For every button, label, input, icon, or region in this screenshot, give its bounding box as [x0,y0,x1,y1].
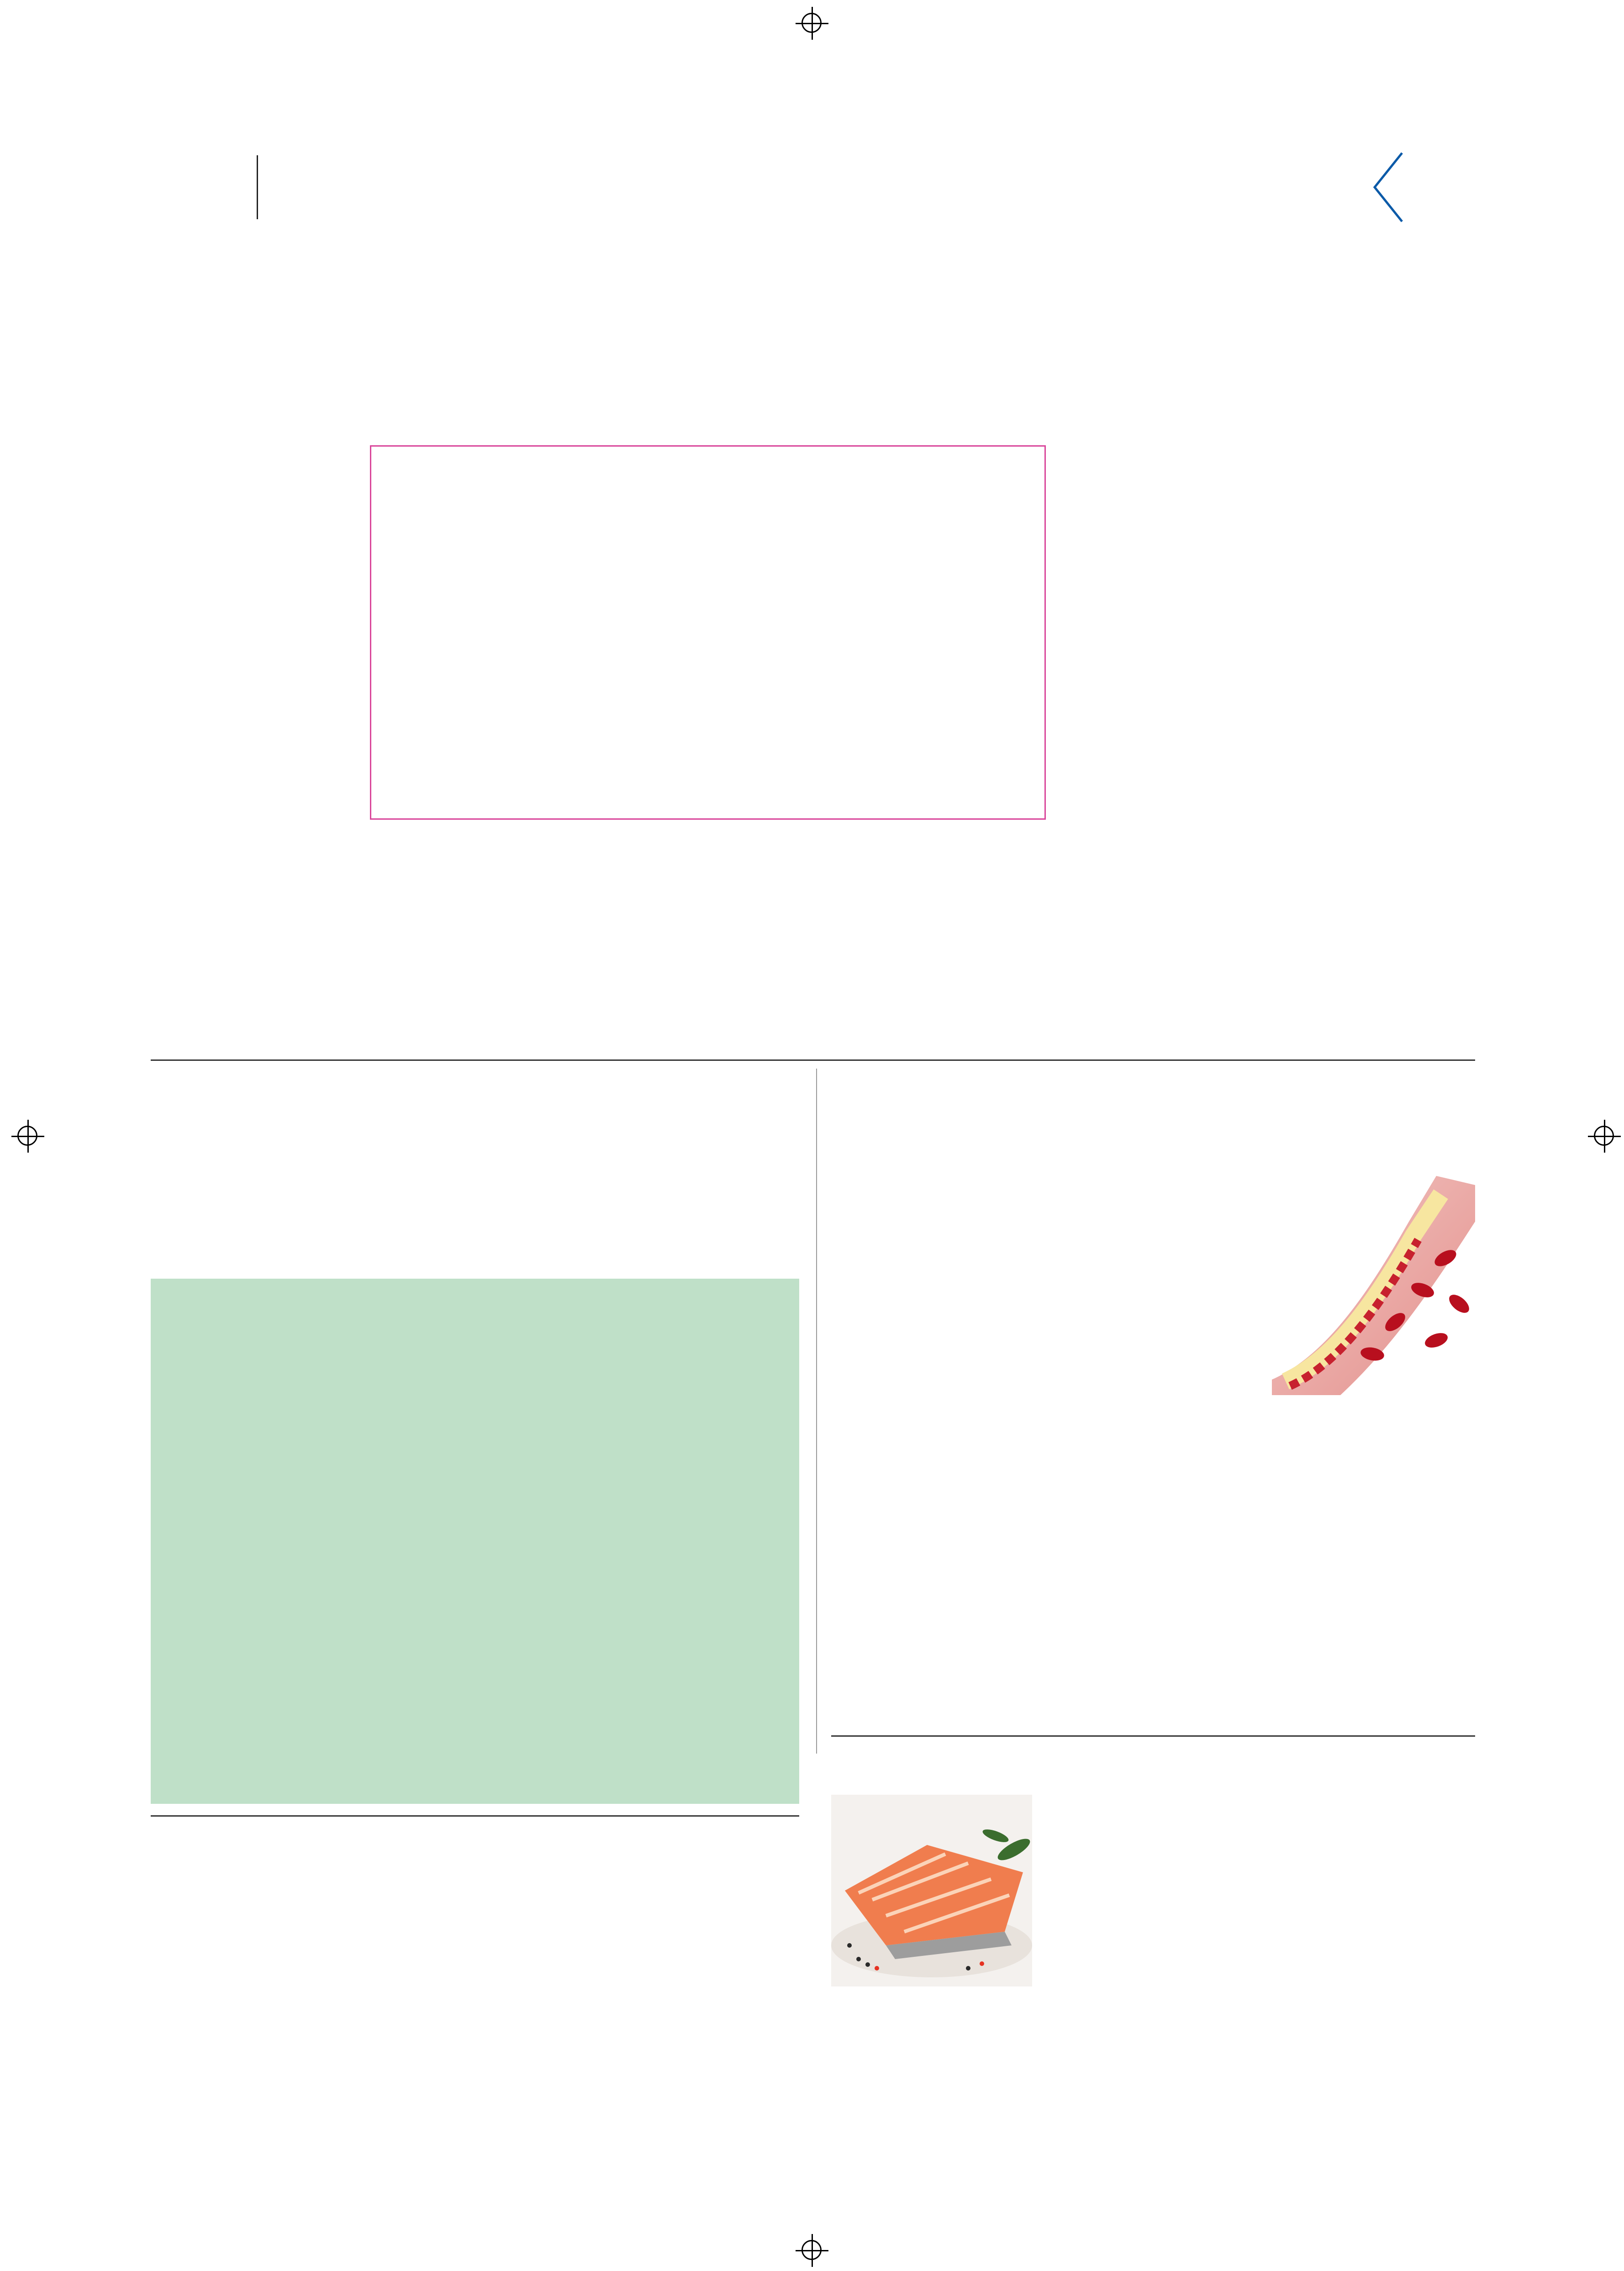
lead-column-6 [1274,443,1475,1032]
salmon-photo [831,1795,1032,1986]
fish-column-1 [831,1989,1032,2162]
women-column-2 [372,1162,573,1274]
lead-column-4 [822,850,1023,1033]
lead-column-2 [370,850,571,1033]
ath-column-1 [831,1162,1032,1747]
women-column-1 [151,1162,352,1274]
fish-column-3 [1274,1792,1475,2112]
registration-mark [17,1126,37,1146]
figure-1-chart [373,448,1044,818]
section-divider [151,1815,799,1817]
lead-column-5 [1050,443,1251,1032]
ath-column-2a [1050,1162,1251,1404]
artery-illustration [1272,1167,1475,1395]
women-infographic [151,1279,799,1804]
fish-column-2 [1050,1792,1251,2162]
diabetes-column-2 [372,1886,573,2160]
chevron-left-icon [1370,151,1407,224]
lead-column-3 [594,850,795,1033]
lead-column-1 [151,443,352,1032]
registration-mark [801,2240,822,2260]
section-divider [831,1735,1475,1737]
ath-column-2b [1050,1407,1251,1747]
registration-mark [1594,1126,1614,1146]
masthead [151,151,1475,228]
ath-column-3 [1274,1404,1475,1747]
column-divider [816,1069,817,1754]
registration-mark [801,13,822,33]
diabetes-column-3 [594,1886,795,2160]
women-column-3 [594,1162,795,1274]
diabetes-column-1 [151,1886,352,2160]
masthead-divider [257,155,258,219]
section-divider [151,1059,1475,1061]
